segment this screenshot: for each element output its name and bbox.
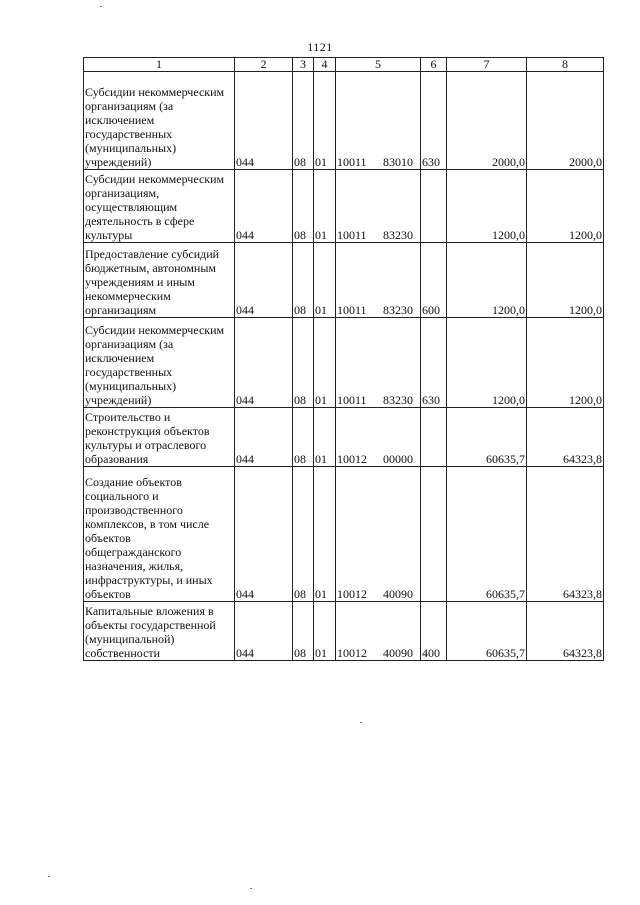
- cell-ministry: 044: [235, 602, 293, 661]
- page-number: 1121: [307, 40, 333, 54]
- cell-amount-8: 64323,8: [527, 602, 604, 661]
- cell-target-code: 10011 83230: [336, 243, 421, 318]
- cell-amount-8: 1200,0: [527, 318, 604, 408]
- cell-ministry: 044: [235, 318, 293, 408]
- cell-ministry: 044: [235, 467, 293, 602]
- cell-expense-type: 400: [421, 602, 447, 661]
- scan-speck: [250, 888, 252, 889]
- cell-expense-type: 630: [421, 318, 447, 408]
- cell-amount-8: 1200,0: [527, 243, 604, 318]
- cell-target-code: 10011 83230: [336, 170, 421, 243]
- header-cell: 5: [336, 58, 421, 72]
- row-name: Строительство и реконструкция объектов культуры и отраслевого образования: [84, 408, 235, 467]
- cell-subsection: 01: [314, 408, 336, 467]
- cell-expense-type: [421, 467, 447, 602]
- cell-subsection: 01: [314, 243, 336, 318]
- cell-ministry: 044: [235, 243, 293, 318]
- header-cell: 7: [447, 58, 527, 72]
- row-name: Субсидии некоммерческим организациям (за исключением государственных (муниципальных) учреждений): [84, 72, 235, 170]
- scan-speck: [100, 6, 102, 7]
- cell-amount-7: 1200,0: [447, 243, 527, 318]
- cell-section: 08: [293, 243, 314, 318]
- cell-section: 08: [293, 408, 314, 467]
- cell-subsection: 01: [314, 72, 336, 170]
- row-name: Предоставление субсидий бюджетным, автономным учреждениям и иным некоммерческим организациям: [84, 243, 235, 318]
- cell-target-code: 10012 00000: [336, 408, 421, 467]
- cell-amount-7: 1200,0: [447, 170, 527, 243]
- cell-amount-8: 64323,8: [527, 467, 604, 602]
- cell-expense-type: [421, 170, 447, 243]
- cell-amount-8: 64323,8: [527, 408, 604, 467]
- cell-section: 08: [293, 467, 314, 602]
- cell-target-code: 10011 83010: [336, 72, 421, 170]
- header-cell: 8: [527, 58, 604, 72]
- table-row: [84, 408, 604, 467]
- budget-table: [83, 57, 604, 661]
- header-cell: 1: [84, 58, 235, 72]
- table-header-row: [84, 58, 604, 72]
- cell-expense-type: 630: [421, 72, 447, 170]
- cell-amount-8: 1200,0: [527, 170, 604, 243]
- table-row: [84, 170, 604, 243]
- cell-subsection: 01: [314, 318, 336, 408]
- header-cell: 2: [235, 58, 293, 72]
- cell-section: 08: [293, 602, 314, 661]
- cell-section: 08: [293, 170, 314, 243]
- cell-target-code: 10011 83230: [336, 318, 421, 408]
- cell-amount-8: 2000,0: [527, 72, 604, 170]
- cell-amount-7: 60635,7: [447, 602, 527, 661]
- cell-ministry: 044: [235, 170, 293, 243]
- row-name: Капитальные вложения в объекты государственной (муниципальной) собственности: [84, 602, 235, 661]
- cell-amount-7: 2000,0: [447, 72, 527, 170]
- scan-speck: [360, 722, 362, 723]
- cell-expense-type: [421, 408, 447, 467]
- row-name: Создание объектов социального и производственного комплексов, в том числе объектов общегражданского назначения, жилья, инфраструктуры, и иных объектов: [84, 467, 235, 602]
- row-name: Субсидии некоммерческим организациям (за исключением государственных (муниципальных) учреждений): [84, 318, 235, 408]
- table-row: [84, 602, 604, 661]
- row-name: Субсидии некоммерческим организациям, осуществляющим деятельность в сфере культуры: [84, 170, 235, 243]
- header-cell: 6: [421, 58, 447, 72]
- cell-subsection: 01: [314, 467, 336, 602]
- scan-speck: [48, 876, 50, 877]
- header-cell: 4: [314, 58, 336, 72]
- table-row: [84, 72, 604, 170]
- cell-section: 08: [293, 72, 314, 170]
- cell-subsection: 01: [314, 170, 336, 243]
- cell-expense-type: 600: [421, 243, 447, 318]
- table-row: [84, 467, 604, 602]
- cell-subsection: 01: [314, 602, 336, 661]
- cell-amount-7: 60635,7: [447, 408, 527, 467]
- table-row: [84, 243, 604, 318]
- header-cell: 3: [293, 58, 314, 72]
- cell-ministry: 044: [235, 408, 293, 467]
- cell-section: 08: [293, 318, 314, 408]
- cell-amount-7: 1200,0: [447, 318, 527, 408]
- cell-ministry: 044: [235, 72, 293, 170]
- table-row: [84, 318, 604, 408]
- cell-target-code: 10012 40090: [336, 467, 421, 602]
- cell-amount-7: 60635,7: [447, 467, 527, 602]
- cell-target-code: 10012 40090: [336, 602, 421, 661]
